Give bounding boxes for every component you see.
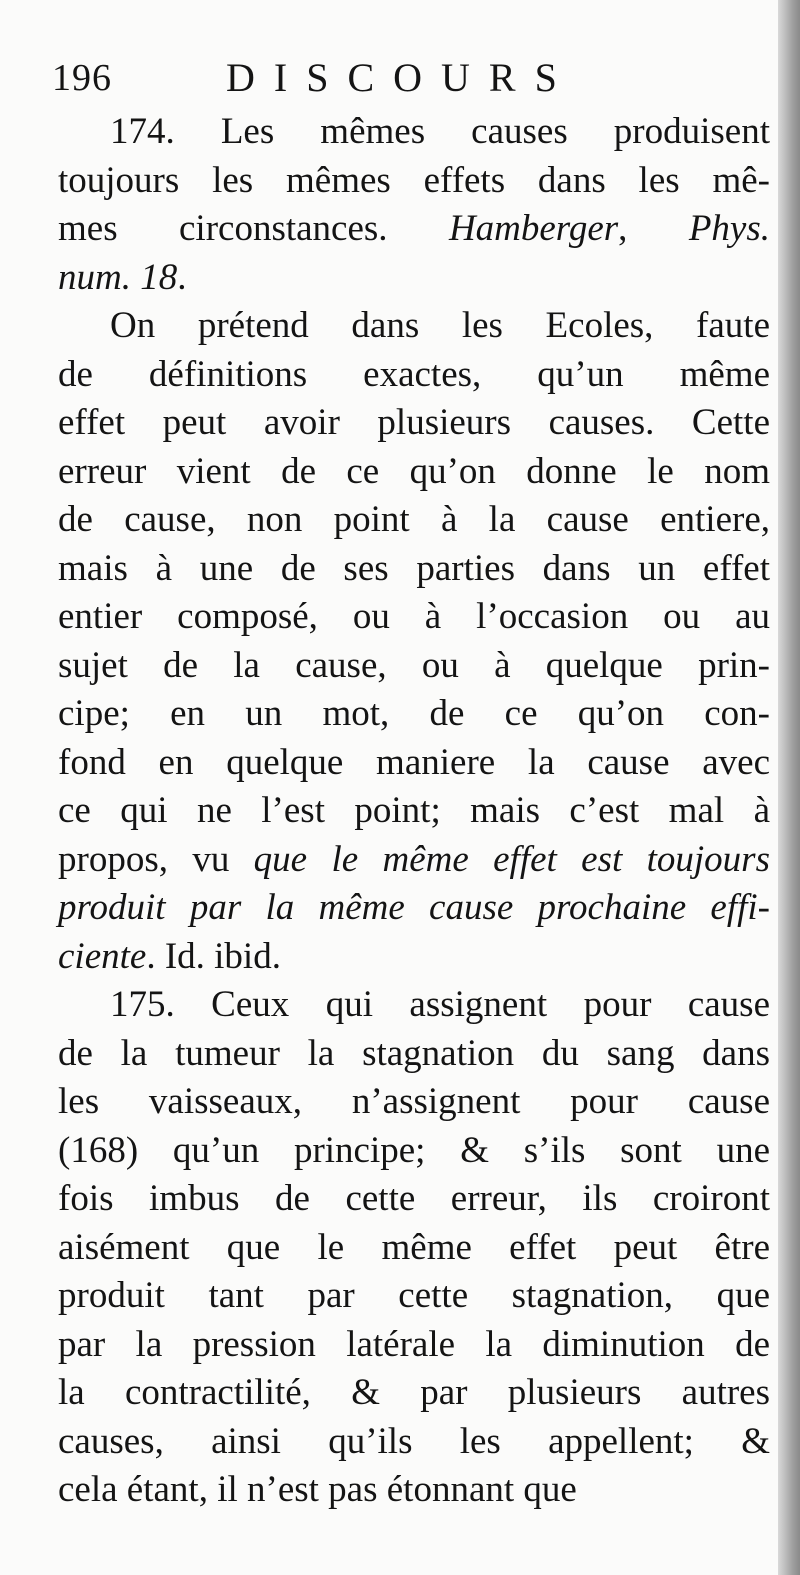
text-segment: toujours les mêmes effets dans les mê- [58, 159, 770, 201]
page-number: 196 [52, 57, 112, 99]
text-line [58, 496, 770, 545]
paragraph [58, 108, 770, 302]
text-line [58, 739, 770, 788]
text-line [58, 1175, 770, 1224]
page-header [52, 52, 772, 104]
text-line [58, 205, 770, 254]
text-segment: ce qui ne l’est point; mais c’est mal à [58, 790, 770, 831]
text-line [58, 351, 770, 400]
text-line [58, 642, 770, 691]
text-line [58, 545, 770, 594]
text-line [58, 1466, 770, 1515]
text-segment: (168) qu’un principe; & s’ils sont une [58, 1129, 770, 1171]
text-line [58, 1418, 770, 1467]
text-line [58, 108, 770, 157]
text-segment: cipe; en un mot, de ce qu’on con- [58, 693, 770, 734]
text-segment: mais à une de ses parties dans un effet [58, 547, 770, 589]
text-line [58, 884, 770, 933]
text-segment: cela étant, il n’est pas étonnant que [58, 1469, 577, 1510]
text-segment: de la tumeur la stagnation du sang dans [58, 1032, 770, 1074]
text-segment: sujet de la cause, ou à quelque prin- [58, 644, 770, 686]
text-line [58, 1224, 770, 1273]
text-segment: mes circonstances. [58, 208, 449, 249]
text-segment: fois imbus de cette erreur, ils croiront [58, 1178, 770, 1219]
text-segment: 174. Les mêmes causes produisent [110, 111, 770, 152]
text-line [58, 1078, 770, 1127]
italic-text: Phys. [688, 208, 770, 249]
text-segment: par la pression latérale la diminution de [58, 1323, 770, 1365]
text-line [58, 836, 770, 885]
text-line [58, 1030, 770, 1079]
text-line [58, 1272, 770, 1321]
text-line [58, 1127, 770, 1176]
text-line [58, 399, 770, 448]
text-segment: propos, vu [58, 838, 254, 880]
italic-text: Hamberger [448, 208, 619, 249]
text-segment: les vaisseaux, n’assignent pour cause [58, 1081, 770, 1122]
text-segment: 175. Ceux qui assignent pour cause [110, 984, 770, 1025]
text-segment: On prétend dans les Ecoles, faute [110, 305, 770, 346]
text-segment: causes, ainsi qu’ils les appellent; & [58, 1420, 770, 1462]
italic-text: produit par la même cause prochaine effi- [58, 887, 770, 928]
text-line [58, 981, 770, 1030]
text-segment: la contractilité, & par plusieurs autres [58, 1372, 770, 1413]
text-line [58, 787, 770, 836]
text-segment: aisément que le même effet peut être [58, 1226, 770, 1268]
text-segment: de définitions exactes, qu’un même [58, 353, 770, 395]
text-segment: . [177, 256, 187, 298]
italic-text: num. 18 [58, 256, 178, 298]
paragraph [58, 981, 770, 1515]
italic-text: ciente [58, 935, 147, 977]
text-line [58, 302, 770, 351]
text-segment: , [618, 208, 689, 249]
text-line [58, 690, 770, 739]
text-segment: fond en quelque maniere la cause avec [58, 741, 770, 783]
running-head: DISCOURS [226, 55, 576, 100]
text-segment: de cause, non point à la cause entiere, [58, 499, 770, 540]
text-line [58, 593, 770, 642]
text-segment: produit tant par cette stagnation, que [58, 1275, 770, 1316]
body-text [58, 108, 770, 1515]
text-segment: erreur vient de ce qu’on donne le nom [58, 450, 770, 492]
text-segment: entier composé, ou à l’occasion ou au [58, 596, 770, 637]
italic-text: que le même effet est toujours [253, 838, 770, 880]
text-line [58, 254, 770, 303]
paragraph [58, 302, 770, 981]
text-line [58, 933, 770, 982]
text-line [58, 1369, 770, 1418]
text-line [58, 448, 770, 497]
text-line [58, 1321, 770, 1370]
page-gutter-shadow [778, 0, 800, 1575]
text-segment: effet peut avoir plusieurs causes. Cette [58, 402, 770, 443]
text-segment: . Id. ibid. [146, 935, 281, 977]
text-line [58, 157, 770, 206]
